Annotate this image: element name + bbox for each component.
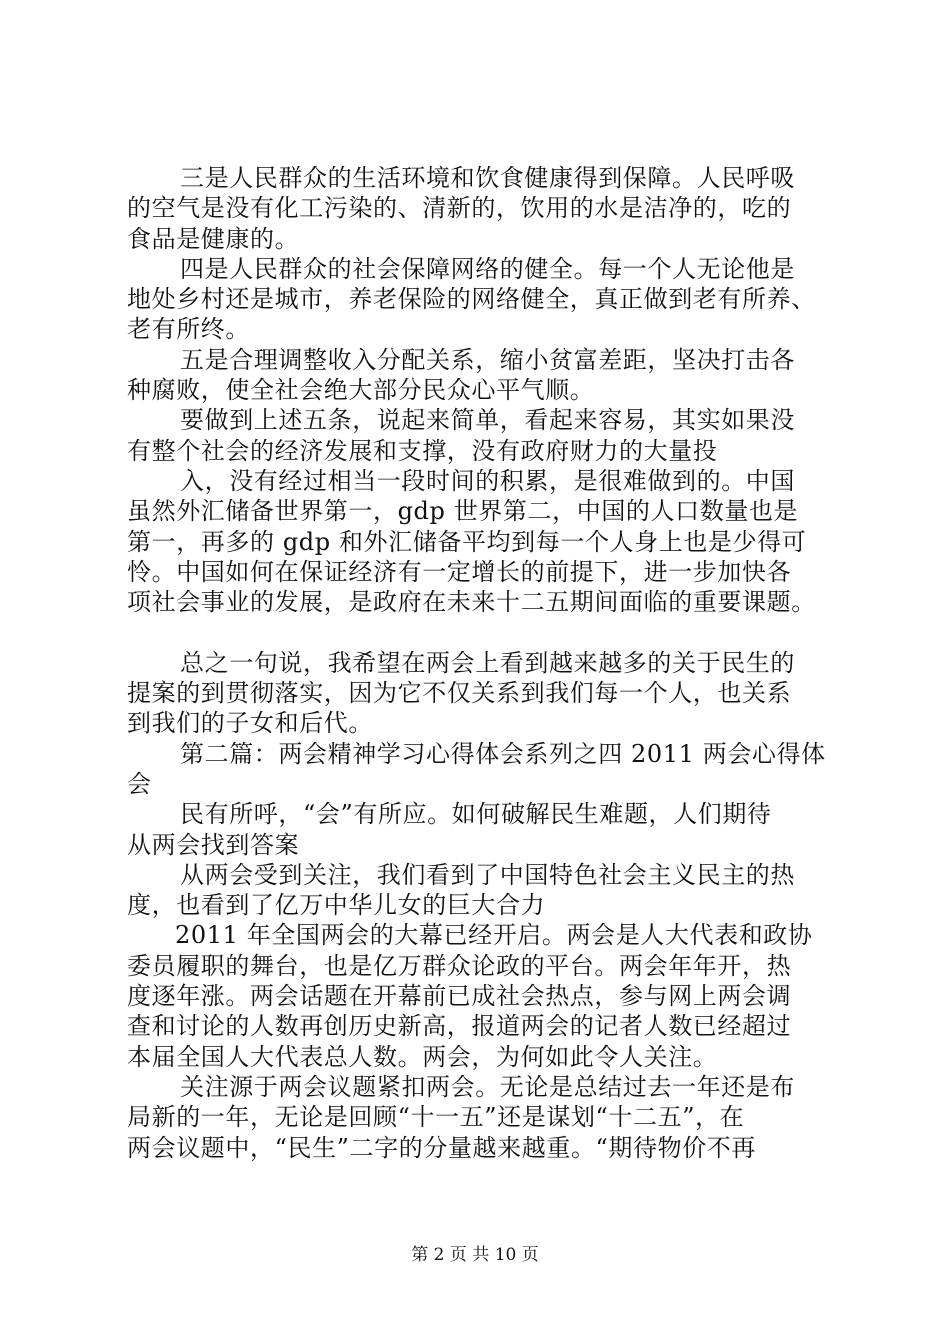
- text-line: 从两会找到答案: [127, 830, 300, 859]
- text-line: 四是人民群众的社会保障网络的健全。每一个人无论他是: [180, 254, 795, 283]
- text-line: 委员履职的舞台，也是亿万群众论政的平台。两会年年开，热: [127, 951, 792, 980]
- text-line: 老有所终。: [127, 315, 250, 344]
- text-line: 种腐败，使全社会绝大部分民众心平气顺。: [127, 376, 595, 405]
- text-line: 食品是健康的。: [127, 224, 300, 253]
- page-footer: 第 2 页 共 10 页: [411, 1245, 539, 1265]
- text-line: 三是人民群众的生活环境和饮食健康得到保障。人民呼吸: [180, 164, 795, 192]
- text-line: 要做到上述五条，说起来简单，看起来容易，其实如果没: [180, 406, 795, 435]
- text-line: 虽然外汇储备世界第一，gdp 世界第二，中国的人口数量也是: [127, 497, 799, 526]
- text-line: 提案的到贯彻落实，因为它不仅关系到我们每一个人，也关系: [127, 679, 792, 708]
- text-line: 项社会事业的发展，是政府在未来十二五期间面临的重要课题。: [127, 588, 816, 617]
- text-line: 的空气是没有化工污染的、清新的，饮用的水是洁净的，吃的: [127, 194, 792, 223]
- text-line: 民有所呼，“会”有所应。如何破解民生难题，人们期待: [180, 800, 772, 829]
- text-line: 地处乡村还是城市，养老保险的网络健全，真正做到老有所养、: [127, 285, 816, 314]
- text-line: 第一，再多的 gdp 和外汇储备平均到每一个人身上也是少得可: [127, 527, 807, 556]
- text-line: 2011 年全国两会的大幕已经开启。两会是人大代表和政协: [175, 921, 813, 950]
- text-line: 本届全国人大代表总人数。两会，为何如此令人关注。: [127, 1042, 718, 1071]
- text-line: 局新的一年，无论是回顾“十一五”还是谋划“十二五”，在: [127, 1103, 745, 1132]
- text-line: 从两会受到关注，我们看到了中国特色社会主义民主的热: [180, 860, 795, 889]
- text-line: 入，没有经过相当一段时间的积累，是很难做到的。中国: [180, 466, 795, 495]
- blank-line: [127, 617, 827, 647]
- text-line: 度，也看到了亿万中华儿女的巨大合力: [127, 891, 546, 920]
- document-body: [127, 163, 827, 1163]
- text-line: 查和讨论的人数再创历史新高，报道两会的记者人数已经超过: [127, 1012, 792, 1041]
- text-line: 怜。中国如何在保证经济有一定增长的前提下，进一步加快各: [127, 557, 792, 586]
- text-line: 五是合理调整收入分配关系，缩小贫富差距，坚决打击各: [180, 345, 795, 374]
- text-line: 会: [127, 769, 152, 798]
- text-line: 有整个社会的经济发展和支撑，没有政府财力的大量投: [127, 436, 718, 465]
- text-line: 两会议题中，“民生”二字的分量越来越重。“期待物价不再: [127, 1133, 757, 1162]
- text-line: 度逐年涨。两会话题在开幕前已成社会热点，参与网上两会调: [127, 982, 792, 1011]
- text-line: 关注源于两会议题紧扣两会。无论是总结过去一年还是布: [180, 1072, 795, 1101]
- text-line: 总之一句说，我希望在两会上看到越来越多的关于民生的: [180, 648, 795, 677]
- text-line: 第二篇：两会精神学习心得体会系列之四 2011 两会心得体: [180, 739, 826, 768]
- text-line: 到我们的子女和后代。: [127, 709, 373, 738]
